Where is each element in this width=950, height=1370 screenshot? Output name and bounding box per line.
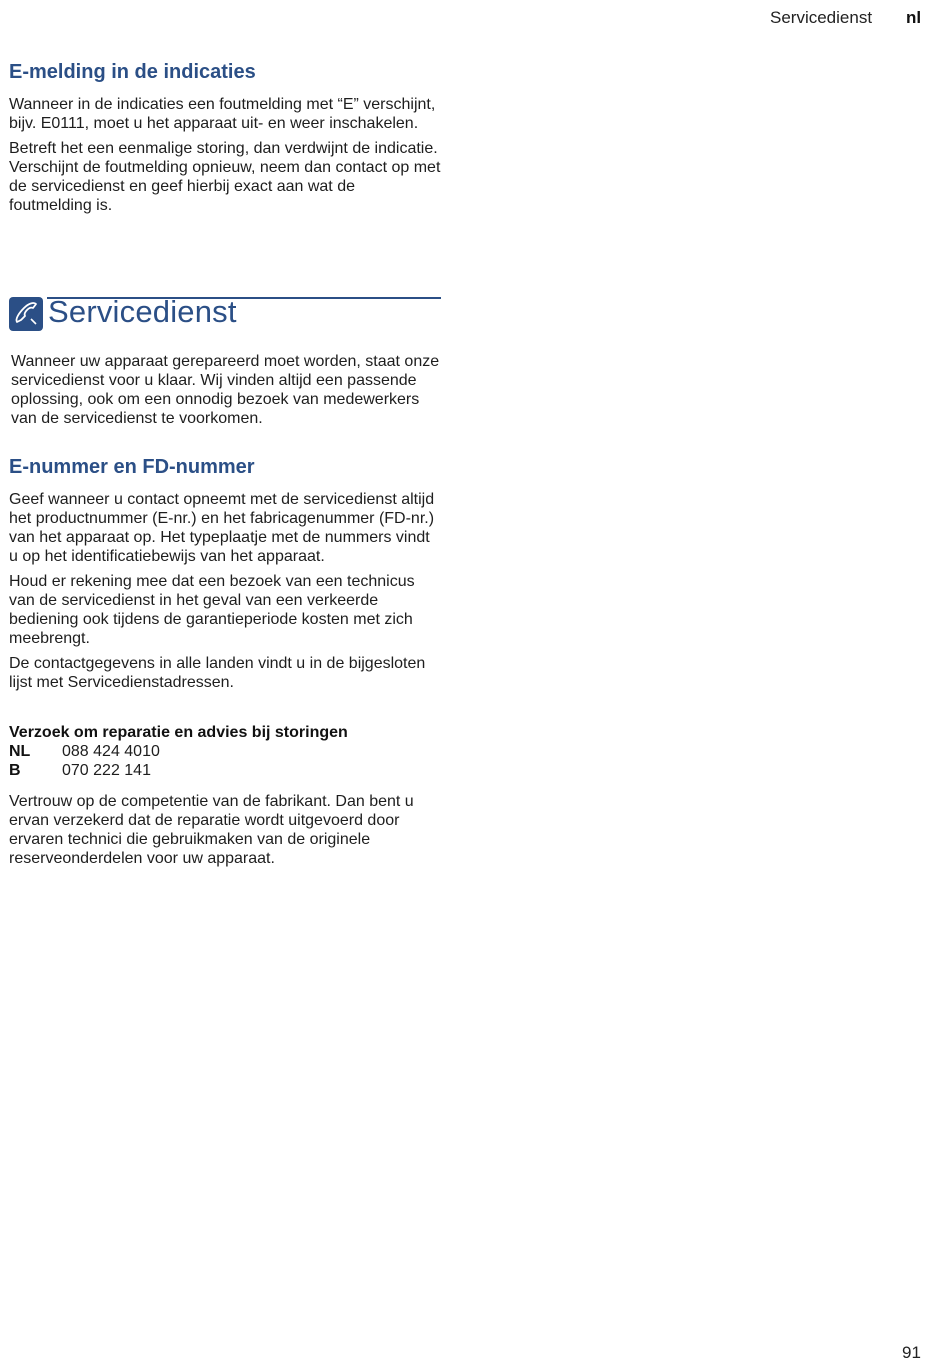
e-nummer-paragraph-2: Houd er rekening mee dat een bezoek van een technicus van de servicedienst in het geval van een verkeerde bediening ook tijdens de garantieperiode kosten met zich meebrengt. [9,573,415,647]
e-melding-paragraph-1: Wanneer in de indicaties een foutmelding met “E” verschijnt, bijv. E0111, moet u het apparaat uit- en weer inschakelen. [9,96,436,132]
closing-block [9,792,441,868]
page-number: 91 [902,1343,921,1362]
contact-title: Verzoek om reparatie en advies bij storingen [9,724,348,741]
country-code: NL [9,743,31,760]
phone-number: 070 222 141 [62,762,151,779]
e-nummer-paragraph-1: Geef wanneer u contact opneemt met de servicedienst altijd het productnummer (E-nr.) en het fabricagenummer (FD-nr.) van het apparaat op. Het typeplaatje met de nummers vindt u op het identificatiebewijs van het apparaat. [9,491,435,565]
heading-e-melding: E-melding in de indicaties [9,61,256,83]
running-header-section: Servicedienst [770,8,873,27]
closing-paragraph: Vertrouw op de competentie van de fabrikant. Dan bent u ervan verzekerd dat de reparatie wordt uitgevoerd door ervaren technici die gebruikmaken van de originele reserveonderdelen voor uw apparaat. [9,793,414,867]
heading-e-nummer: E-nummer en FD-nummer [9,456,255,478]
contact-row [9,761,449,780]
section-e-nummer [9,456,449,479]
servicedienst-heading-block [9,294,441,333]
e-nummer-paragraph-3: De contactgegevens in alle landen vindt u in de bijgesloten lijst met Servicedienstadressen. [9,655,426,691]
service-intro-paragraph: Wanneer uw apparaat gerepareerd moet worden, staat onze servicedienst voor u klaar. Wij vinden altijd een passende oplossing, ook om een onnodig bezoek van medewerkers van de servicedienst te voorkomen. [11,353,440,427]
phone-icon [9,297,43,331]
phone-number: 088 424 4010 [62,743,160,760]
e-melding-paragraph-2: Betreft het een eenmalige storing, dan verdwijnt de indicatie. Verschijnt de foutmelding opnieuw, neem dan contact op met de servicedienst en geef hierbij exact aan wat de foutmelding is. [9,140,441,214]
e-melding-body [9,95,441,215]
e-nummer-body [9,490,441,692]
country-code: B [9,762,21,779]
contact-block [9,723,449,780]
page-title: Servicedienst [48,294,237,329]
running-header-language: nl [906,8,922,27]
contact-row [9,742,449,761]
service-intro [9,352,441,428]
section-e-melding [9,61,449,84]
